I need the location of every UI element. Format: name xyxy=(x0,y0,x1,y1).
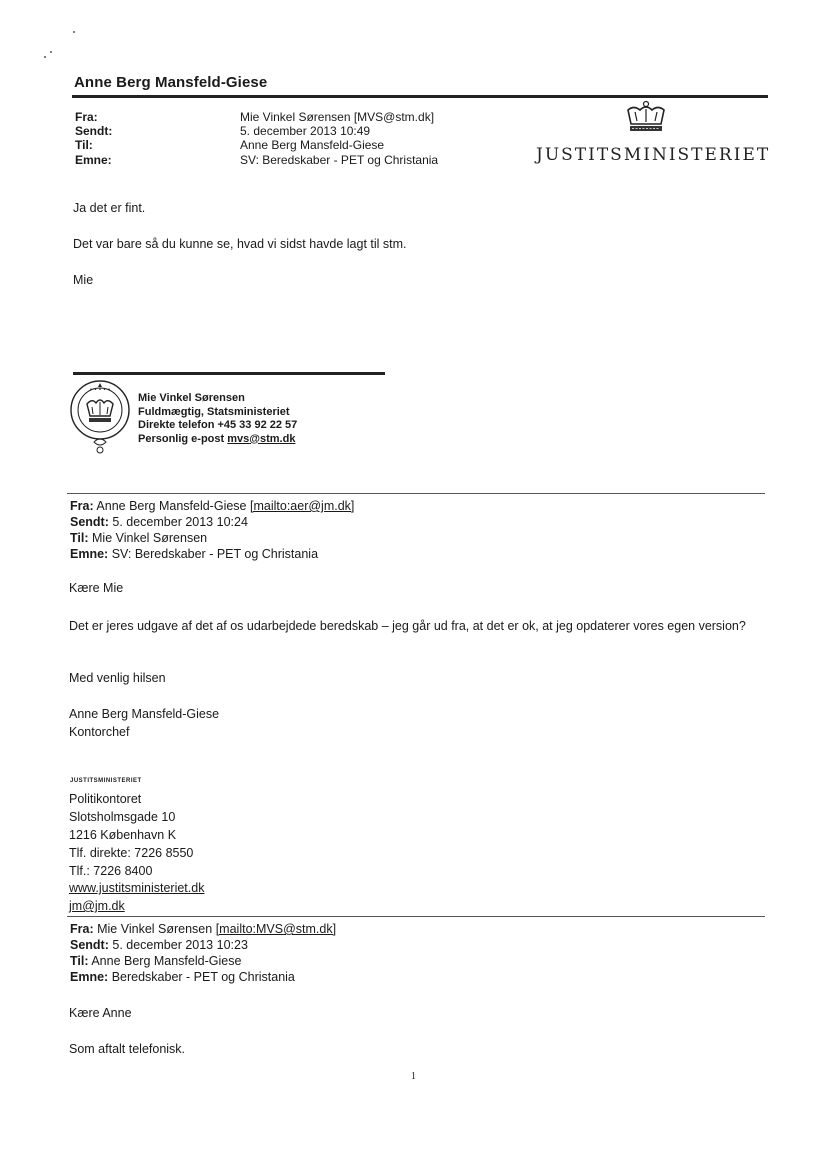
signature-rule xyxy=(73,372,385,375)
page-number: 1 xyxy=(411,1071,416,1082)
email2-from-value: Anne Berg Mansfeld-Giese xyxy=(96,499,247,513)
message-separator xyxy=(67,916,765,917)
email2-phone: Tlf.: 7226 8400 xyxy=(69,864,153,878)
title-rule xyxy=(72,95,768,98)
signature-title: Fuldmægtig, Statsministeriet xyxy=(138,405,290,418)
email2-city: 1216 København K xyxy=(69,828,177,842)
email3-to-label: Til: xyxy=(70,954,89,968)
signature-phone: Direkte telefon +45 33 92 22 57 xyxy=(138,419,298,432)
email2-to-label: Til: xyxy=(70,531,89,545)
crown-crest-icon xyxy=(622,100,670,134)
email2-header xyxy=(70,498,354,562)
to-label: Til: xyxy=(75,138,93,152)
signature-email-prefix: Personlig e-post xyxy=(138,432,228,445)
email2-body: Det er jeres udgave af det af os udarbejdede beredskab – jeg går ud fra, at det er ok, at jeg opdaterer vores egen version? xyxy=(69,619,746,633)
signature-email-link[interactable]: mvs@stm.dk xyxy=(227,432,296,445)
email2-office: Politikontoret xyxy=(69,792,142,806)
email3-sent-value: 5. december 2013 10:23 xyxy=(112,938,248,952)
sent-label: Sendt: xyxy=(75,124,113,138)
email3-from-value: Mie Vinkel Sørensen xyxy=(97,922,213,936)
email3-header xyxy=(70,921,336,985)
email2-sent-value: 5. december 2013 10:24 xyxy=(112,515,248,529)
email3-subject-value: Beredskaber - PET og Christania xyxy=(111,970,295,984)
to-value: Anne Berg Mansfeld-Giese xyxy=(240,138,385,152)
email2-to-value: Mie Vinkel Sørensen xyxy=(92,531,208,545)
email2-phone-direct: Tlf. direkte: 7226 8550 xyxy=(69,846,194,860)
email3-greeting: Kære Anne xyxy=(69,1006,132,1020)
email2-street: Slotsholmsgade 10 xyxy=(69,810,176,824)
reply-line-1: Ja det er fint. xyxy=(73,201,146,215)
ministry-logo-text: JUSTITSMINISTERIET xyxy=(536,145,771,165)
reply-signoff: Mie xyxy=(73,273,94,287)
email2-from-link[interactable]: [mailto:aer@jm.dk] xyxy=(250,499,355,513)
email3-from-label: Fra: xyxy=(70,922,94,936)
signature-block xyxy=(138,392,297,446)
email2-closing: Med venlig hilsen xyxy=(69,671,166,685)
email2-greeting: Kære Mie xyxy=(69,581,124,595)
from-value: Mie Vinkel Sørensen [MVS@stm.dk] xyxy=(240,110,435,124)
email2-subject-value: SV: Beredskaber - PET og Christania xyxy=(111,547,319,561)
from-label: Fra: xyxy=(75,110,98,124)
statsministeriet-seal-icon xyxy=(68,378,132,456)
reply-line-2: Det var bare så du kunne se, hvad vi sidst havde lagt til stm. xyxy=(73,237,407,251)
document-title: Anne Berg Mansfeld-Giese xyxy=(74,74,268,91)
email3-from-link[interactable]: [mailto:MVS@stm.dk] xyxy=(215,922,337,936)
email2-sender-title: Kontorchef xyxy=(69,725,130,739)
sent-value: 5. december 2013 10:49 xyxy=(240,124,371,138)
email3-to-value: Anne Berg Mansfeld-Giese xyxy=(91,954,242,968)
email2-sent-label: Sendt: xyxy=(70,515,109,529)
subject-value: SV: Beredskaber - PET og Christania xyxy=(240,153,439,167)
email2-email-link[interactable]: jm@jm.dk xyxy=(69,899,125,913)
svg-text:• • • • •: • • • • • xyxy=(89,387,111,393)
signature-name: Mie Vinkel Sørensen xyxy=(138,392,245,404)
scan-speck xyxy=(44,56,46,58)
email2-website-link[interactable]: www.justitsministeriet.dk xyxy=(69,881,205,895)
email3-subject-label: Emne: xyxy=(70,970,109,984)
scan-speck xyxy=(50,51,52,53)
signature-email-line xyxy=(138,433,297,447)
scan-speck xyxy=(73,31,75,33)
email3-sent-label: Sendt: xyxy=(70,938,109,952)
email2-from-label: Fra: xyxy=(70,499,94,513)
email3-body: Som aftalt telefonisk. xyxy=(69,1042,186,1056)
subject-label: Emne: xyxy=(75,153,112,167)
message-separator xyxy=(67,493,765,494)
email2-subject-label: Emne: xyxy=(70,547,109,561)
email2-sender-name: Anne Berg Mansfeld-Giese xyxy=(69,707,220,721)
small-ministry-logo: JUSTITSMINISTERIET xyxy=(70,778,142,784)
